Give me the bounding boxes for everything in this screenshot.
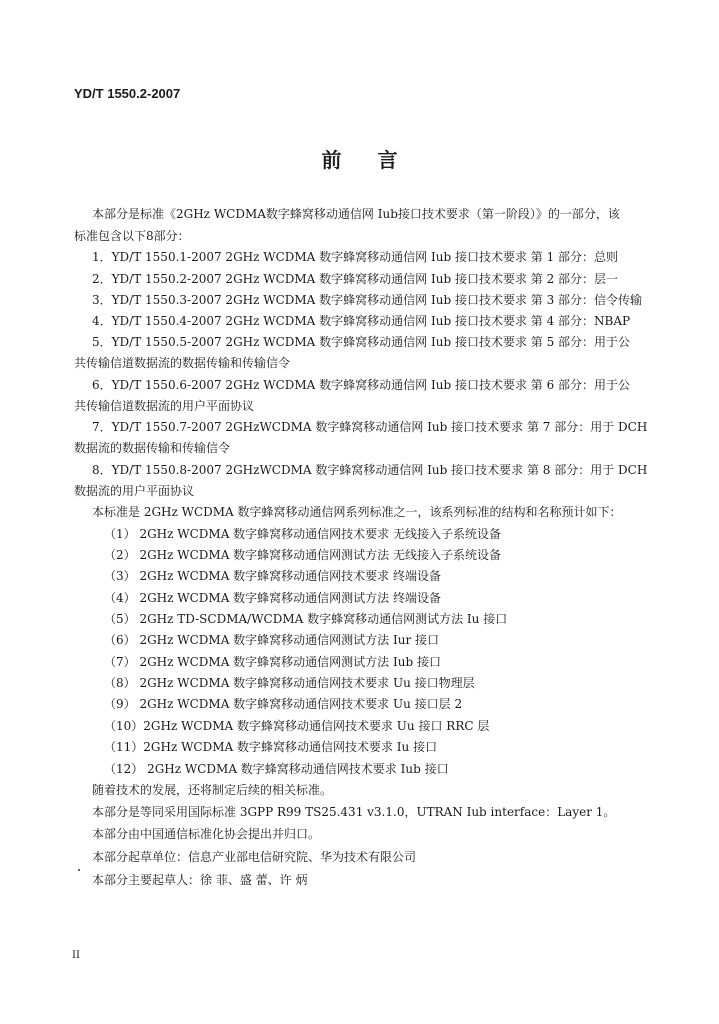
series-item-1: （1） 2GHz WCDMA 数字蜂窝移动通信网技术要求 无线接入子系统设备 [104, 527, 501, 541]
part-item-3: 3．YD/T 1550.3-2007 2GHz WCDMA 数字蜂窝移动通信网 Iub 接口技术要求 第 3 部分：信令传输 [92, 293, 643, 307]
standard-code-header: YD/T 1550.2-2007 [74, 86, 181, 101]
series-item-7: （7） 2GHz WCDMA 数字蜂窝移动通信网测试方法 Iub 接口 [104, 655, 441, 669]
part-item-8: 8．YD/T 1550.8-2007 2GHzWCDMA 数字蜂窝移动通信网 Iub 接口技术要求 第 8 部分：用于 DCH [92, 463, 648, 477]
closing-proposer-note: 本部分由中国通信标准化协会提出并归口。 [92, 827, 321, 841]
series-item-9: （9） 2GHz WCDMA 数字蜂窝移动通信网技术要求 Uu 接口层 2 [104, 697, 463, 711]
series-item-5: （5） 2GHz TD-SCDMA/WCDMA 数字蜂窝移动通信网测试方法 Iu 接口 [104, 612, 508, 626]
intro-line-2: 标准包含以下8部分： [74, 229, 190, 243]
part-item-8-continued: 数据流的用户平面协议 [74, 484, 195, 498]
part-item-7-continued: 数据流的数据传输和传输信令 [74, 441, 231, 455]
closing-drafting-units: 本部分起草单位：信息产业部电信研究院、华为技术有限公司 [92, 850, 417, 864]
page-title: 前言 [321, 148, 434, 172]
series-item-4: （4） 2GHz WCDMA 数字蜂窝移动通信网测试方法 终端设备 [104, 591, 441, 605]
part-item-5-continued: 共传输信道数据流的数据传输和传输信令 [74, 356, 291, 370]
closing-adoption-note: 本部分是等同采用国际标准 3GPP R99 TS25.431 v3.1.0，UTRAN Iub interface：Layer 1。 [92, 805, 616, 819]
part-item-6: 6．YD/T 1550.6-2007 2GHz WCDMA 数字蜂窝移动通信网 Iub 接口技术要求 第 6 部分：用于公 [92, 378, 631, 392]
page-number: II [72, 950, 80, 961]
closing-development-note: 随着技术的发展，还将制定后续的相关标准。 [92, 783, 333, 797]
intro-line-1: 本部分是标准《2GHz WCDMA数字蜂窝移动通信网 Iub接口技术要求（第一阶段）》的一部分，该 [92, 207, 620, 221]
series-item-6: （6） 2GHz WCDMA 数字蜂窝移动通信网测试方法 Iur 接口 [104, 633, 440, 647]
part-item-7: 7．YD/T 1550.7-2007 2GHzWCDMA 数字蜂窝移动通信网 Iub 接口技术要求 第 7 部分：用于 DCH [92, 420, 648, 434]
part-item-1: 1．YD/T 1550.1-2007 2GHz WCDMA 数字蜂窝移动通信网 Iub 接口技术要求 第 1 部分：总则 [92, 250, 619, 264]
closing-drafters: 本部分主要起草人：徐 菲、盛 蕾、许 炳 [92, 873, 308, 887]
series-intro: 本标准是 2GHz WCDMA 数字蜂窝移动通信网系列标准之一，该系列标准的结构和名称预计如下： [92, 505, 622, 519]
series-item-12: （12） 2GHz WCDMA 数字蜂窝移动通信网技术要求 Iub 接口 [104, 762, 449, 776]
series-item-8: （8） 2GHz WCDMA 数字蜂窝移动通信网技术要求 Uu 接口物理层 [104, 676, 475, 690]
part-item-2: 2．YD/T 1550.2-2007 2GHz WCDMA 数字蜂窝移动通信网 Iub 接口技术要求 第 2 部分：层一 [92, 272, 619, 286]
series-item-11: （11）2GHz WCDMA 数字蜂窝移动通信网技术要求 Iu 接口 [104, 740, 438, 754]
part-item-4: 4．YD/T 1550.4-2007 2GHz WCDMA 数字蜂窝移动通信网 Iub 接口技术要求 第 4 部分：NBAP [92, 314, 631, 328]
series-item-2: （2） 2GHz WCDMA 数字蜂窝移动通信网测试方法 无线接入子系统设备 [104, 548, 501, 562]
series-item-3: （3） 2GHz WCDMA 数字蜂窝移动通信网技术要求 终端设备 [104, 569, 441, 583]
part-item-5: 5．YD/T 1550.5-2007 2GHz WCDMA 数字蜂窝移动通信网 Iub 接口技术要求 第 5 部分：用于公 [92, 335, 631, 349]
margin-dot [78, 869, 80, 871]
part-item-6-continued: 共传输信道数据流的用户平面协议 [74, 399, 255, 413]
series-item-10: （10）2GHz WCDMA 数字蜂窝移动通信网技术要求 Uu 接口 RRC 层 [104, 719, 490, 733]
